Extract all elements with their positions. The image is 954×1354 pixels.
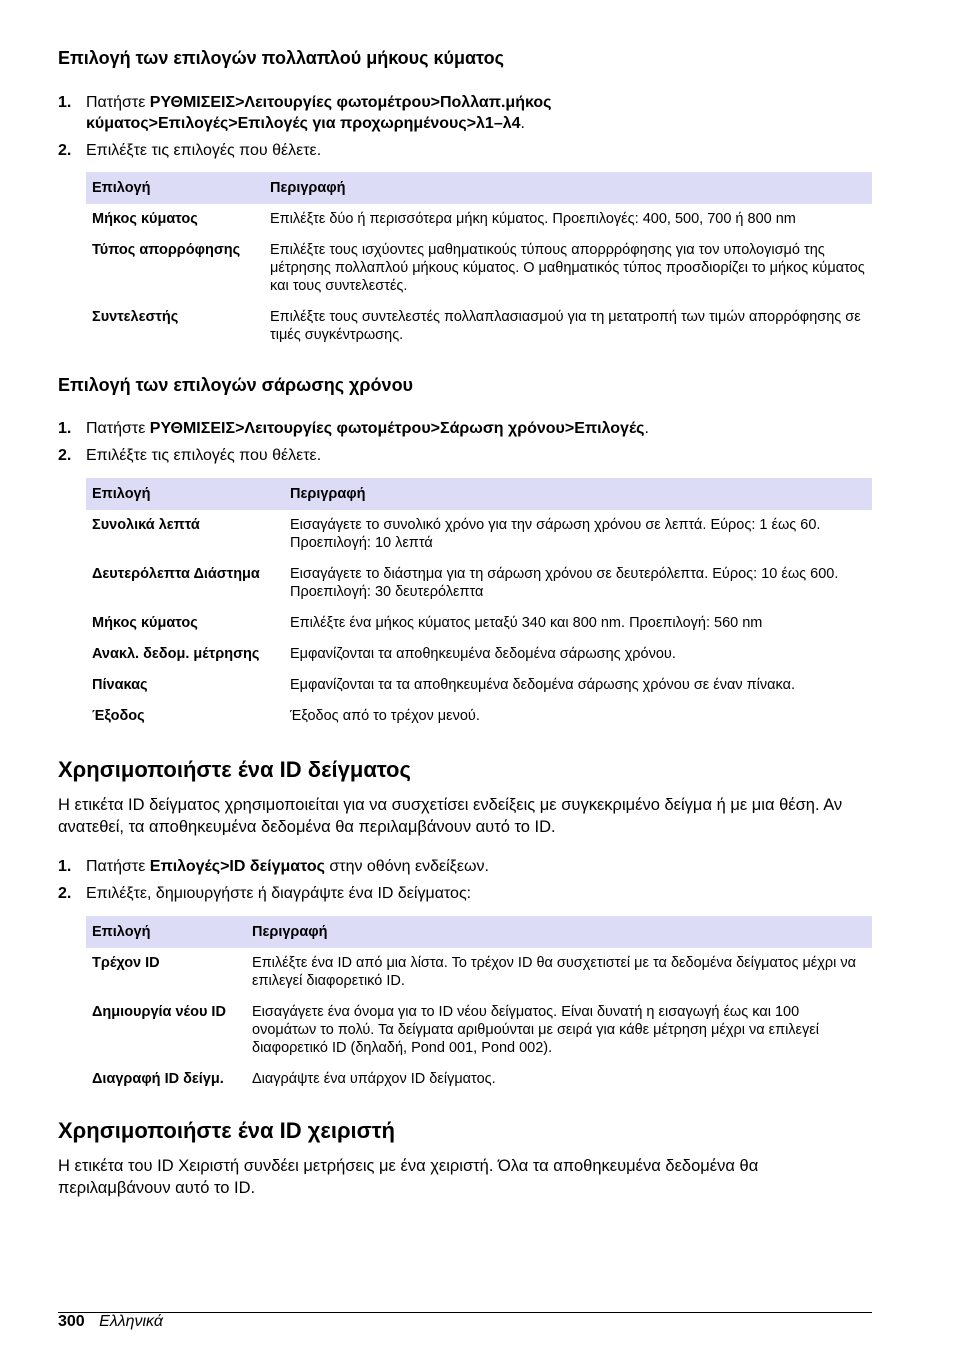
paragraph-operator-id: Η ετικέτα του ID Χειριστή συνδέει μετρήσεις με ένα χειριστή. Όλα τα αποθηκευμένα δεδομένα θα περιλαμβάνουν αυτό το ID. xyxy=(58,1157,759,1197)
table-header-row xyxy=(86,916,872,948)
section-heading-operator-id: Χρησιμοποιήστε ένα ID χειριστή xyxy=(58,1118,395,1143)
step-2: 2. Επιλέξτε, δημιουργήστε ή διαγράψτε ένα ID δείγματος: xyxy=(58,885,472,902)
page-number: 300 xyxy=(58,1313,85,1330)
menu-path: Επιλογές>ID δείγματος xyxy=(149,858,325,875)
table-row: Πίνακας Εμφανίζονται τα τα αποθηκευμένα δεδομένα σάρωσης χρόνου σε έναν πίνακα. xyxy=(92,677,795,693)
options-table-time-scan xyxy=(86,478,872,732)
column-header: Περιγραφή xyxy=(246,916,872,948)
menu-path: ΡΥΘΜΙΣΕΙΣ>Λειτουργίες φωτομέτρου>Πολλαπ.μήκος xyxy=(149,94,552,111)
table-row: Διαγραφή ID δείγμ. Διαγράψτε ένα υπάρχον ID δείγματος. xyxy=(92,1071,496,1087)
section-heading-sample-id: Χρησιμοποιήστε ένα ID δείγματος xyxy=(58,757,411,782)
section-heading-multiwavelength: Επιλογή των επιλογών πολλαπλού μήκους κύματος xyxy=(58,48,504,68)
page-footer xyxy=(58,1313,163,1331)
column-header: Επιλογή xyxy=(86,916,246,948)
menu-path: κύματος>Επιλογές>Επιλογές για προχωρημένους>λ1–λ4 xyxy=(86,115,521,132)
column-header: Επιλογή xyxy=(86,478,284,510)
table-row: Τύπος απορρόφησης Επιλέξτε τους ισχύοντες μαθηματικούς τύπους απορρρόφησης για τον υπολογισμό της μέτρησης πολλαπλού μήκους κύματος. Ο μαθηματικός τύπος προσδιορίζει το μήκος κύματος και τους συντελεστές. xyxy=(92,242,865,294)
section-heading-time-scan: Επιλογή των επιλογών σάρωσης χρόνου xyxy=(58,375,414,395)
table-header-row xyxy=(86,172,872,204)
table-row: Ανακλ. δεδομ. μέτρησης Εμφανίζονται τα αποθηκευμένα δεδομένα σάρωσης χρόνου. xyxy=(92,646,676,662)
table-row: Τρέχον ID Επιλέξτε ένα ID από μια λίστα. Το τρέχον ID θα συσχετιστεί με τα δεδομένα δείγματος μέχρι να επιλεγεί διαφορετικό ID. xyxy=(92,955,857,989)
column-header: Επιλογή xyxy=(86,172,264,204)
step-2: 2. Επιλέξτε τις επιλογές που θέλετε. xyxy=(58,142,322,159)
table-row: Μήκος κύματος Επιλέξτε δύο ή περισσότερα μήκη κύματος. Προεπιλογές: 400, 500, 700 ή 800 nm xyxy=(92,211,796,227)
table-row: Δημιουργία νέου ID Εισαγάγετε ένα όνομα για το ID νέου δείγματος. Είναι δυνατή η εισαγωγή έως και 100 ονομάτων το πολύ. Τα δείγματα αριθμούνται με σειρά για κάθε μέτρηση μέχρι να επιλεγεί διαφορετικό ID (δηλαδή, Pond 001, Pond 002). xyxy=(92,1004,819,1056)
options-table-multiwavelength xyxy=(86,172,872,351)
menu-path: ΡΥΘΜΙΣΕΙΣ>Λειτουργίες φωτομέτρου>Σάρωση χρόνου>Επιλογές xyxy=(149,420,645,437)
step-2: 2. Επιλέξτε τις επιλογές που θέλετε. xyxy=(58,447,322,464)
table-row: Συντελεστής Επιλέξτε τους συντελεστές πολλαπλασιασμού για τη μετατροπή των τιμών απορρόφησης σε τιμές συγκέντρωσης. xyxy=(92,309,861,343)
table-row: Μήκος κύματος Επιλέξτε ένα μήκος κύματος μεταξύ 340 και 800 nm. Προεπιλογή: 560 nm xyxy=(92,615,763,631)
table-header-row xyxy=(86,478,872,510)
language-label: Ελληνικά xyxy=(99,1313,163,1330)
column-header: Περιγραφή xyxy=(264,172,872,204)
step-1: 1. Πατήστε ΡΥΘΜΙΣΕΙΣ>Λειτουργίες φωτομέτρου>Σάρωση χρόνου>Επιλογές. xyxy=(58,420,649,437)
paragraph-sample-id: Η ετικέτα ID δείγματος χρησιμοποιείται για να συσχετίσει ενδείξεις με συγκεκριμένο δείγμα ή με μια θέση. Αν ανατεθεί, τα αποθηκευμένα δεδομένα θα περιλαμβάνουν αυτό το ID. xyxy=(58,796,843,836)
table-row: Δευτερόλεπτα Διάστημα Εισαγάγετε το διάστημα για τη σάρωση χρόνου σε δευτερόλεπτα. Εύρος: 10 έως 600. Προεπιλογή: 30 δευτερόλεπτα xyxy=(92,566,839,600)
column-header: Περιγραφή xyxy=(284,478,872,510)
step-1: 1. Πατήστε ΡΥΘΜΙΣΕΙΣ>Λειτουργίες φωτομέτρου>Πολλαπ.μήκος κύματος>Επιλογές>Επιλογές για προχωρημένους>λ1–λ4. xyxy=(58,94,552,132)
table-row: Συνολικά λεπτά Εισαγάγετε το συνολικό χρόνο για την σάρωση χρόνου σε λεπτά. Εύρος: 1 έως 60. Προεπιλογή: 10 λεπτά xyxy=(92,517,821,551)
table-row: Έξοδος Έξοδος από το τρέχον μενού. xyxy=(92,708,480,724)
footer-divider xyxy=(58,1312,872,1313)
options-table-sample-id xyxy=(86,916,872,1095)
step-1: 1. Πατήστε Επιλογές>ID δείγματος στην οθόνη ενδείξεων. xyxy=(58,858,489,875)
